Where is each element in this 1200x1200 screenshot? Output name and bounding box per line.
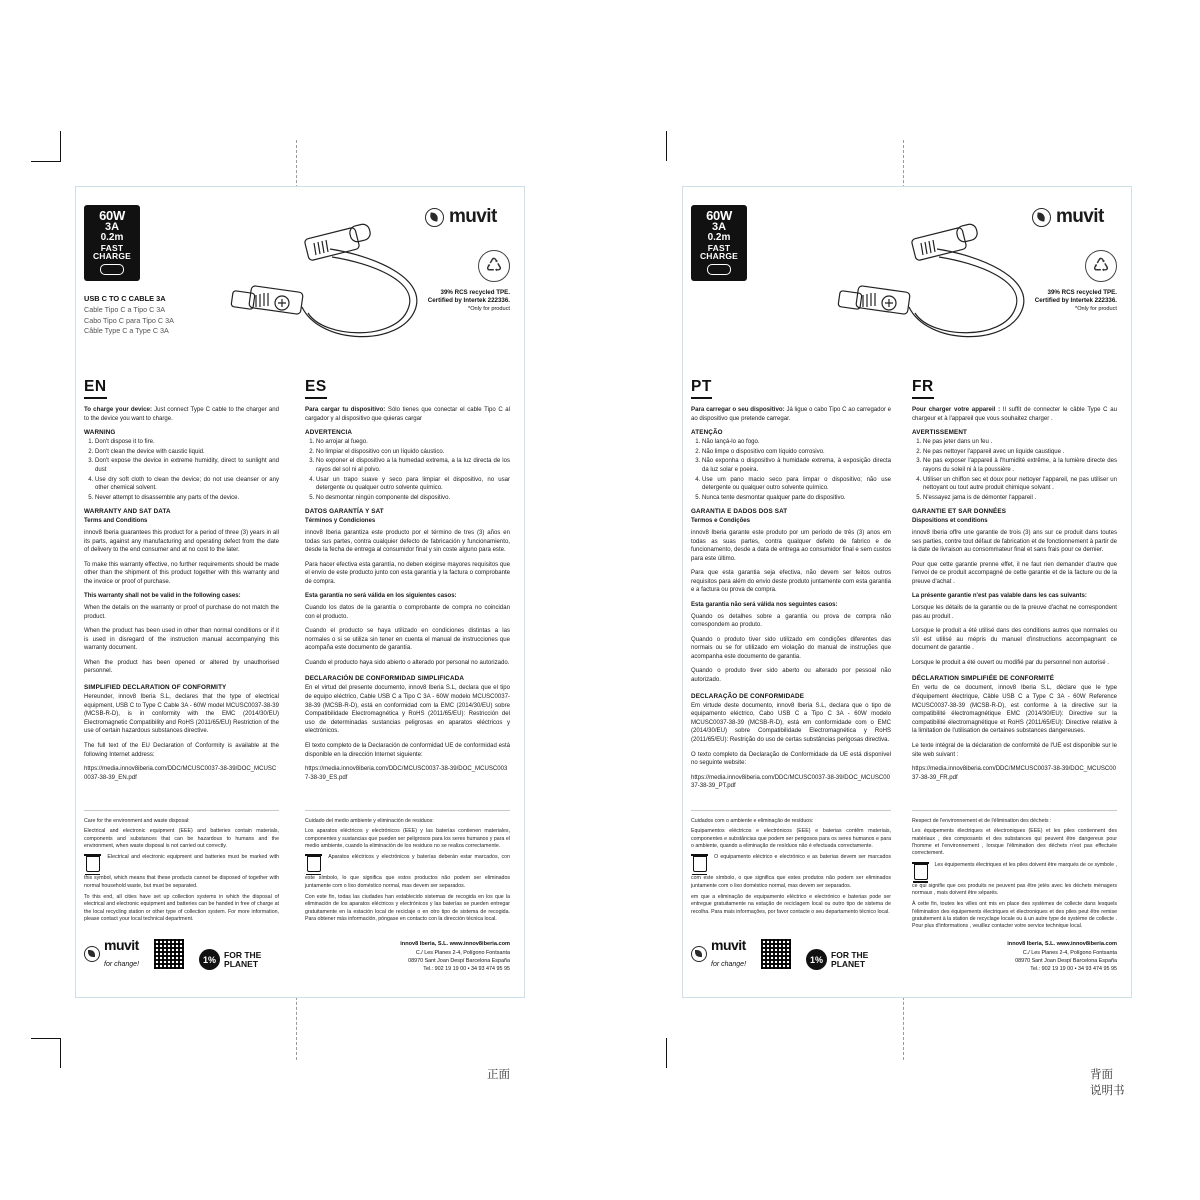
one-percent-badge: 1%	[199, 949, 220, 970]
es-charge	[305, 406, 510, 423]
list-item: 5. No desmontar ningún componente del dispositivo.	[316, 494, 510, 503]
pt-care-title: Cuidados com o ambiente e eliminação de resíduos:	[691, 818, 814, 824]
list-item: 3. Ne pas exposer l'appareil à l'humidité extrême, à la lumière directe des rayons du soleil ni à la poussière .	[923, 457, 1117, 474]
es-care-p3: Con este fin, todas las ciudades han establecido sistemas de recogida en los que la eliminación de los aparatos eléctricos y electrónicos y las baterías se pueden entregar gratuitamente en la estación local de reciclaje o en otro tipo de sistema de recogida. Para obtener más información, póngase en contacto con la dirección técnica local.	[305, 894, 510, 923]
es-conformity-title: DECLARACIÓN DE CONFORMIDAD SIMPLIFICADA	[305, 675, 465, 683]
pt-notvalid-title: Esta garantia não será válida nos seguintes casos:	[691, 601, 838, 608]
product-title-fr: Câble Type C a Type C 3A	[84, 326, 169, 336]
fr-notvalid-p1: Lorsque les détails de la garantie ou de la preuve d'achat ne correspondent pas au produit .	[912, 604, 1117, 620]
list-item: 1. Don't dispose it to fire.	[95, 438, 279, 447]
product-title-front	[84, 293, 214, 337]
pt-conformity-title: DECLARAÇÃO DE CONFORMIDADE	[691, 692, 805, 700]
pt-terms-p1: innov8 Iberia garante este produto por um período de três (3) anos em todas as suas partes, contra qualquer defeito de fabrico e de funcionamento, desde a data de entrega ao consumidor final e sem custos para este último.	[691, 529, 892, 562]
recycled-line1: 39% RCS recycled TPE.	[1047, 289, 1117, 296]
lang-column-en	[84, 378, 279, 788]
es-warranty-title: DATOS GARANTÍA Y SAT	[305, 508, 384, 516]
pt-conformity-p1: Em virtude deste documento, innov8 Iberia S.L, declara que o tipo de equipamento eléctrico, Cabo USB C a Tipo C 3A - 60W modelo MCUSC0037-38-39 (MCSB-R-D), está em conformidade com o EMC (2014/30/EU) sobre Compatibilidade Electromagnética y RoHS (2011/65/EU): Restrição do uso de certas substâncias perigosas directiva.	[691, 702, 891, 743]
footer-company: innov8 Iberia, S.L.	[400, 941, 449, 947]
en-care-title: Care for the environment and waste disposal:	[84, 818, 190, 824]
brand-name: muvit	[449, 206, 497, 227]
pt-terms-p2: Para que esta garantia seja efectiva, não devem ser feitos outros requisitos para além do envio deste produto juntamente com esta garantia e a factura ou prova de compra.	[691, 570, 891, 594]
es-terms-p1: innov8 Iberia garantiza este producto por el término de tres (3) años en todas sus partes, contra cualquier defecto de fabricación y funcionamiento, desde la fecha de entrega al consumidor final y sin coste alguno para este.	[305, 529, 510, 554]
pt-care	[691, 818, 891, 916]
product-title-es: Cable Tipo C a Tipo C 3A	[84, 304, 166, 314]
es-care	[305, 818, 510, 923]
es-conformity-p1: En el virtud del presente documento, innov8 Iberia S.L, declara que el tipo de equipo eléctrico, Cable USB C a Tipo C 3A - 60W modelo MCUSC0037-38-39 (MCSB-R-D), está en conformidad com la EMC (2014/30/EU) sobre Compatibilidade Electromagnética y RoHS (2011/65/EU): Restricción del uso de determinadas sustancias peligrosas en aparatos eléctricos y electrónicos.	[305, 685, 510, 735]
es-notvalid-p2: Cuando el producto se haya utilizado en condiciones distintas a las normales o si se utiliza sin tener en cuenta el manual de instrucciones que acompaña este documento de garantía.	[305, 628, 510, 652]
badge-amps: 3A	[104, 221, 120, 234]
en-terms-p1: innov8 Iberia guarantees this product for a period of three (3) years in all its parts, against any manufacturing and operating defect from the date of delivery to the end consumer and at no cost to the later.	[84, 529, 279, 554]
es-charge-title: Para cargar tu dispositivo:	[305, 406, 386, 413]
pt-care-p1: Equipamentos eléctricos e electrónicos (EEE) e baterias contêm materiais, componentes e substâncias que podem ser perigosos para os seres humanos e para o ambiente, quando a eliminação de resíduos não é efectuada correctamente.	[691, 828, 891, 850]
footer-divider	[84, 810, 279, 811]
product-title-en: USB C TO C CABLE 3A	[84, 294, 166, 303]
es-care-p1: Los aparatos eléctricos y electrónicos (EEE) y las baterías contienen materiales, componentes y sustancias que pueden ser peligrosos para los seres humanos y para el medio ambiente, cuando la eliminación de los residuos no se realiza correctamente.	[305, 828, 510, 850]
fr-care	[912, 818, 1117, 931]
planet-line1: FOR THE	[831, 949, 869, 960]
es-charge-text: Sólo tienes que conectar el cable Tipo C al cargador y al dispositivo que quieras cargar	[305, 407, 511, 422]
lang-code-pt: PT	[691, 378, 712, 399]
badge-charge: CHARGE	[92, 251, 132, 262]
en-terms-title: Terms and Conditions	[84, 518, 148, 525]
list-item: 1. Não lançá-lo ao fogo.	[702, 438, 891, 447]
list-item: 1. No arrojar al fuego.	[316, 438, 510, 447]
qr-code-icon[interactable]	[760, 938, 792, 970]
muvit-for-change-logo	[84, 938, 139, 970]
usb-c-icon	[707, 264, 731, 275]
footer-divider	[912, 810, 1117, 811]
list-item: 1. Ne pas jeter dans un feu .	[923, 438, 1117, 447]
fr-notvalid-title: La présente garantie n'est pas valable dans les cas suivants:	[912, 593, 1087, 600]
en-warning-title: WARNING	[84, 429, 116, 437]
en-terms-p2: To make this warranty effective, no further requirements should be made other than the shipment of this product together with this warranty and the invoice or proof of purchase.	[84, 561, 279, 585]
footer-company: innov8 Iberia, S.L.	[1007, 941, 1056, 947]
weee-icon	[305, 854, 322, 875]
list-item: 4. Utiliser un chiffon sec et doux pour nettoyer l'appareil, ne pas utiliser un nettoyant ou tout autre produit chimique solvant .	[923, 476, 1117, 493]
fr-notvalid-p3: Lorsque le produit a été ouvert ou modifié par du personnel non autorisé .	[912, 659, 1109, 666]
footer-phone: Tel.: 902 19 19 00 • 34 93 474 95 95	[1030, 966, 1117, 973]
recycled-line2: Certified by Intertek 222336.	[427, 297, 510, 305]
footer-tagline: for change!	[104, 961, 140, 968]
footer-divider	[691, 810, 891, 811]
muvit-for-change-logo	[691, 938, 746, 970]
pt-conformity-p2: O texto completo da Declaração de Conformidade da UE está disponível no seguinte website:	[691, 751, 891, 767]
badge-fast: FAST	[100, 242, 124, 253]
badge-charge: CHARGE	[699, 251, 739, 262]
footer-website[interactable]: www.innov8iberia.com	[1056, 941, 1117, 947]
es-notvalid-p3: Cuando el producto haya sido abierto o alterado por personal no autorizado.	[305, 659, 510, 666]
crop-mark	[666, 1038, 667, 1068]
company-address-front	[330, 940, 510, 974]
one-percent-planet-logo	[806, 949, 868, 970]
list-item: 2. Ne pas nettoyer l'appareil avec un liquide caustique .	[923, 448, 1117, 457]
one-percent-badge: 1%	[806, 949, 827, 970]
en-charge-title: To charge your device:	[84, 406, 153, 413]
footer-address2: 08970 Sant Joan Despí Barcelona España	[408, 958, 510, 965]
es-notvalid-p1: Cuando los datos de la garantía o comprobante de compra no coincidan con el producto.	[305, 604, 510, 620]
es-conformity-p2: El texto completo de la Declaración de conformidad UE de conformidad está disponible en la dirección Internet siguiente:	[305, 742, 510, 758]
pt-charge-text: Já ligue o cabo Tipo C ao carregador e ao dispositivo que pretende carregar.	[691, 407, 891, 422]
fr-charge	[912, 406, 1117, 423]
planet-line1: FOR THE	[224, 949, 262, 960]
lang-column-fr	[912, 378, 1117, 788]
fr-notvalid-p2: Lorsque le produit a été utilisé dans des conditions autres que normales ou s'il est utilisé au mépris du manuel d'instructions accompagnant ce document de garantie .	[912, 628, 1117, 652]
back-side-label-line1: 背面	[1090, 1069, 1113, 1081]
fr-charge-text: Il suffit de connecter le câble Type C au chargeur et à l'appareil que vous souhaitez charger .	[912, 407, 1117, 422]
es-terms-p2: Para hacer efectiva esta garantía, no deben exigirse mayores requisitos que el envío de este producto junto con esta garantía y la factura o comprobante de compra.	[305, 561, 510, 585]
en-conformity-url[interactable]: https://media.innov8iberia.com/DDC/MCUSC0037-38-39/DOC_MCUSC0037-38-39_EN.pdf	[84, 766, 277, 781]
fr-care-title: Respect de l'environnement et de l'élimination des déchets :	[912, 818, 1052, 824]
footer-logos-front	[84, 938, 261, 970]
fr-conformity-url[interactable]: https://media.innov8iberia.com/DDC/MMCUSC0037-38-39/DOC_MCUSC0037-38-39_FR.pdf	[912, 766, 1116, 781]
company-address-back	[937, 940, 1117, 974]
list-item: 2. No limpiar el dispositivo con un líquido cáustico.	[316, 448, 510, 457]
list-item: 3. Não exponha o dispositivo à humidade extrema, à exposição directa da luz solar e poeira.	[702, 457, 891, 474]
en-care-p2: Electrical and electronic equipment and batteries must be marked with this symbol, which means that these products cannot be disposed of together with normal household waste, but must be separated.	[84, 854, 279, 889]
es-warning-list	[305, 438, 510, 502]
crop-mark	[31, 161, 61, 162]
back-side-label-line2: 说明书	[1090, 1084, 1125, 1097]
en-charge-text: Just connect Type C cable to the charger and to the device you want to charge.	[84, 407, 279, 422]
leaf-icon	[691, 946, 707, 962]
fr-care-p2: Les équipements électriques et les piles doivent être marqués de ce symbole , ce qui signifie que ces produits ne peuvent pas être jetés avec les déchets ménagers normaux , mais doivent être séparés.	[912, 861, 1117, 897]
weee-icon	[912, 862, 929, 883]
fr-charge-title: Pour charger votre appareil :	[912, 406, 1001, 413]
recycled-line3: *Only for product	[468, 305, 510, 312]
pt-care-p3: em que a eliminação de equipamento eléctrico e electrónico e baterias pode ser entregue gratuitamente na estação de reciclagem local ou outro tipo de sistema de recolha. Para mais informações, por favor contacte o seu departamento técnico local.	[691, 894, 891, 915]
cable-illustration-back	[817, 215, 1117, 360]
list-item: 3. No exponer el dispositivo a la humedad extrema, a la luz directa de los rayos del sol ni al polvo.	[316, 457, 510, 474]
list-item: 5. Never attempt to disassemble any parts of the device.	[95, 494, 279, 503]
crop-mark	[60, 1038, 61, 1068]
fr-warranty-title: GARANTIE ET SAR DONNÉES	[912, 508, 1007, 516]
footer-phone: Tel.: 902 19 19 00 • 34 93 474 95 95	[423, 966, 510, 973]
qr-code-icon[interactable]	[153, 938, 185, 970]
crop-mark	[31, 1038, 61, 1039]
footer-brand: muvit	[711, 937, 746, 953]
list-item: 2. Don't clean the device with caustic liquid.	[95, 448, 279, 457]
fr-terms-p1: innov8 Iberia offre une garantie de trois (3) ans sur ce produit dans toutes ses parties, contre tout défaut de fabrication et de fonctionnement à partir de la date de livraison au consommateur final et sans frais pour ce dernier.	[912, 529, 1117, 554]
es-warning-title: ADVERTENCIA	[305, 429, 353, 437]
footer-address1: C./ Les Planes 2-4, Polígono Fontsanta	[1022, 949, 1117, 956]
fr-warning-title: AVERTISSEMENT	[912, 429, 968, 437]
pt-warning-title: ATENÇÃO	[691, 429, 723, 437]
footer-divider	[305, 810, 510, 811]
crop-mark	[60, 131, 61, 161]
list-item: 5. Nunca tente desmontar qualquer parte do dispositivo.	[702, 494, 891, 503]
badge-amps: 3A	[711, 221, 727, 234]
lang-code-en: EN	[84, 378, 107, 399]
fr-care-p3: À cette fin, toutes les villes ont mis en place des systèmes de collecte dans lesquels l'élimination des équipements électriques et électroniques et des piles peut être remise gratuitement à la station de recyclage locale ou à un autre type de système de collecte . Pour plus d'informations , veuillez contacter votre service technique local.	[912, 901, 1117, 930]
en-notvalid-p3: When the product has been opened or altered by unauthorised personnel.	[84, 659, 279, 675]
es-terms-title: Términos y Condiciones	[305, 518, 376, 525]
es-notvalid-title: Esta garantía no será válida en los siguientes casos:	[305, 593, 457, 600]
badge-length: 0.2m	[707, 232, 731, 244]
pt-notvalid-p3: Quando o produto tiver sido aberto ou alterado por pessoal não autorizado.	[691, 668, 891, 684]
cable-illustration-front	[210, 215, 510, 360]
footer-address2: 08970 Sant Joan Despí Barcelona España	[1015, 958, 1117, 965]
pt-notvalid-p2: Quando o produto tiver sido utilizado em condições diferentes das normais ou se for utilizado em violação do manual de instruções que acompanha este documento de garantia.	[691, 636, 891, 660]
pt-care-p2: O equipamento eléctrico e electrónico e as baterias devem ser marcados com este símbolo, o que significa que estes produtos não podem ser eliminados juntamente com o lixo doméstico normal, mas devem ser separados.	[691, 854, 891, 889]
pt-charge-title: Para carregar o seu dispositivo:	[691, 406, 785, 413]
back-side-label	[1090, 1068, 1125, 1099]
list-item: 4. Use um pano macio seco para limpar o dispositivo; não use detergente ou qualquer outro solvente químico.	[702, 476, 891, 493]
es-care-title: Cuidado del medio ambiente y eliminación de residuos:	[305, 818, 434, 824]
footer-brand: muvit	[104, 937, 139, 953]
fr-terms-p2: Pour que cette garantie prenne effet, il ne faut rien demander d'autre que l'envoi de ce produit accompagné de cette garantie et de la facture ou de la preuve d'achat .	[912, 561, 1117, 585]
pt-terms-title: Termos e Condições	[691, 518, 751, 525]
pt-notvalid-p1: Quando os detalhes sobre a garantia ou prova de compra não correspondem ao produto.	[691, 613, 891, 629]
footer-address1: C./ Les Planes 2-4, Polígono Fontsanta	[415, 949, 510, 956]
fr-conformity-p2: Le texte intégral de la déclaration de conformité de l'UE est disponible sur le site web suivant :	[912, 742, 1117, 758]
pt-charge	[691, 406, 891, 423]
planet-line2: PLANET	[831, 958, 866, 969]
pt-warranty-title: GARANTIA E DADOS DOS SAT	[691, 508, 788, 516]
fr-care-p1: Les équipements électriques et électroniques (EEE) et les piles contiennent des matériaux , des composants et des substances qui peuvent être dangereux pour l'homme et l'environnement , lorsque l'élimination des déchets n'est pas effectuée correctement.	[912, 828, 1117, 857]
en-care	[84, 818, 279, 923]
pt-warning-list	[691, 438, 891, 502]
recycled-line2: Certified by Intertek 222336.	[1034, 297, 1117, 305]
en-conformity-p2: The full text of the EU Declaration of Conformity is available at the following Internet address:	[84, 742, 279, 758]
front-side-label: 正面	[487, 1069, 510, 1081]
footer-website[interactable]: www.innov8iberia.com	[449, 941, 510, 947]
fr-conformity-p1: En vertu de ce document, innov8 Iberia S.L, déclare que le type d'équipement électrique, Câble USB C a Type C 3A - 60W Reference MCUSC0037-38-39 (MCSB-R-D), est conforme à la directive sur la compatibilité électromagnétique EMC (2014/30/EU): Directive sur la compatibilité électromagnétique et RoHS (2011/65/EU): Directive relative à la limitation de l'utilisation de certaines substances dangereuses.	[912, 685, 1117, 735]
list-item: 4. Use dry soft cloth to clean the device; do not use cleanser or any other chemical solvent.	[95, 476, 279, 493]
usb-c-icon	[100, 264, 124, 275]
en-care-p1: Electrical and electronic equipment (EEE) and batteries contain materials, components and substances that can be hazardous to humans and the environment, when waste disposal is not carried out correctly.	[84, 828, 279, 850]
spec-badge-back	[691, 205, 747, 281]
en-charge	[84, 406, 279, 423]
en-conformity-title: SIMPLIFIED DECLARATION OF CONFORMITY	[84, 684, 227, 692]
footer-tagline: for change!	[711, 961, 747, 968]
crop-mark	[666, 131, 667, 161]
es-care-p2: Aparatos eléctricos y electrónicos y baterías deberán estar marcados, con este símbolo, lo que significa que estos productos não podem ser eliminados juntamente com o lixo doméstico normal, mas devem ser separados.	[305, 854, 511, 889]
lang-column-es	[305, 378, 510, 788]
en-warning-list	[84, 438, 279, 502]
fr-terms-title: Dispositions et conditions	[912, 518, 988, 525]
en-care-p3: To this end, all cities have set up collection systems in which the disposal of electrical and electronic equipment and batteries can be handed in free of charge at the local recycling station or other type of collection system. For more information, please contact your local technical department.	[84, 894, 279, 923]
badge-length: 0.2m	[100, 232, 124, 244]
badge-watts: 60W	[99, 208, 125, 223]
weee-icon	[84, 854, 101, 875]
spec-badge-front	[84, 205, 140, 281]
en-warranty-title: WARRANTY AND SAT DATA	[84, 508, 171, 516]
badge-watts: 60W	[706, 208, 732, 223]
badge-fast: FAST	[707, 242, 731, 253]
en-conformity-p1: Hereunder, innov8 Iberia S.L, declares that the type of electrical equipment, USB C to Type C Cable 3A - 60W model MCUSC0037-38-39 (MCSB-R-D), is in conformity with the EMC (2014/30/EU) Electromagnetic Compatibility and RoHS (2011/65/EU) Restriction of the use of certain hazardous substances directive.	[84, 694, 279, 735]
one-percent-planet-logo	[199, 949, 261, 970]
fr-warning-list	[912, 438, 1117, 502]
en-notvalid-p1: When the details on the warranty or proof of purchase do not match the product.	[84, 604, 279, 620]
pt-conformity-url[interactable]: https://media.innov8iberia.com/DDC/MCUSC0037-38-39/DOC_MCUSC0037-38-39_PT.pdf	[691, 774, 890, 790]
recycled-line3: *Only for product	[1075, 305, 1117, 312]
en-notvalid-title: This warranty shall not be valid in the following cases:	[84, 593, 241, 600]
fr-conformity-title: DÉCLARATION SIMPLIFIÉE DE CONFORMITÉ	[912, 675, 1055, 683]
footer-logos-back	[691, 938, 868, 970]
list-item: 5. N'essayez jama is de démonter l'appareil .	[923, 494, 1117, 503]
brand-name: muvit	[1056, 206, 1104, 227]
lang-code-fr: FR	[912, 378, 934, 399]
es-conformity-url[interactable]: https://media.innov8iberia.com/DDC/MCUSC0037-38-39/DOC_MCUSC0037-38-39_ES.pdf	[305, 766, 508, 781]
recycled-line1: 39% RCS recycled TPE.	[440, 289, 510, 296]
weee-icon	[691, 854, 708, 875]
lang-column-pt	[691, 378, 891, 797]
list-item: 3. Don't expose the device in extreme humidity, direct to sunlight and dust	[95, 457, 279, 474]
lang-code-es: ES	[305, 378, 327, 399]
planet-line2: PLANET	[224, 958, 259, 969]
list-item: 4. Usar un trapo suave y seco para limpiar el dispositivo, no usar detergente ou qualquer outro solvente químico.	[316, 476, 510, 493]
product-title-pt: Cabo Tipo C para Tipo C 3A	[84, 315, 174, 325]
en-notvalid-p2: When the product has been used in other than normal conditions or if it is used in disregard of the instruction manual accompanying this warranty document.	[84, 628, 279, 652]
leaf-icon	[84, 946, 100, 962]
list-item: 2. Não limpe o dispositivo com líquido corrosivo.	[702, 448, 891, 457]
